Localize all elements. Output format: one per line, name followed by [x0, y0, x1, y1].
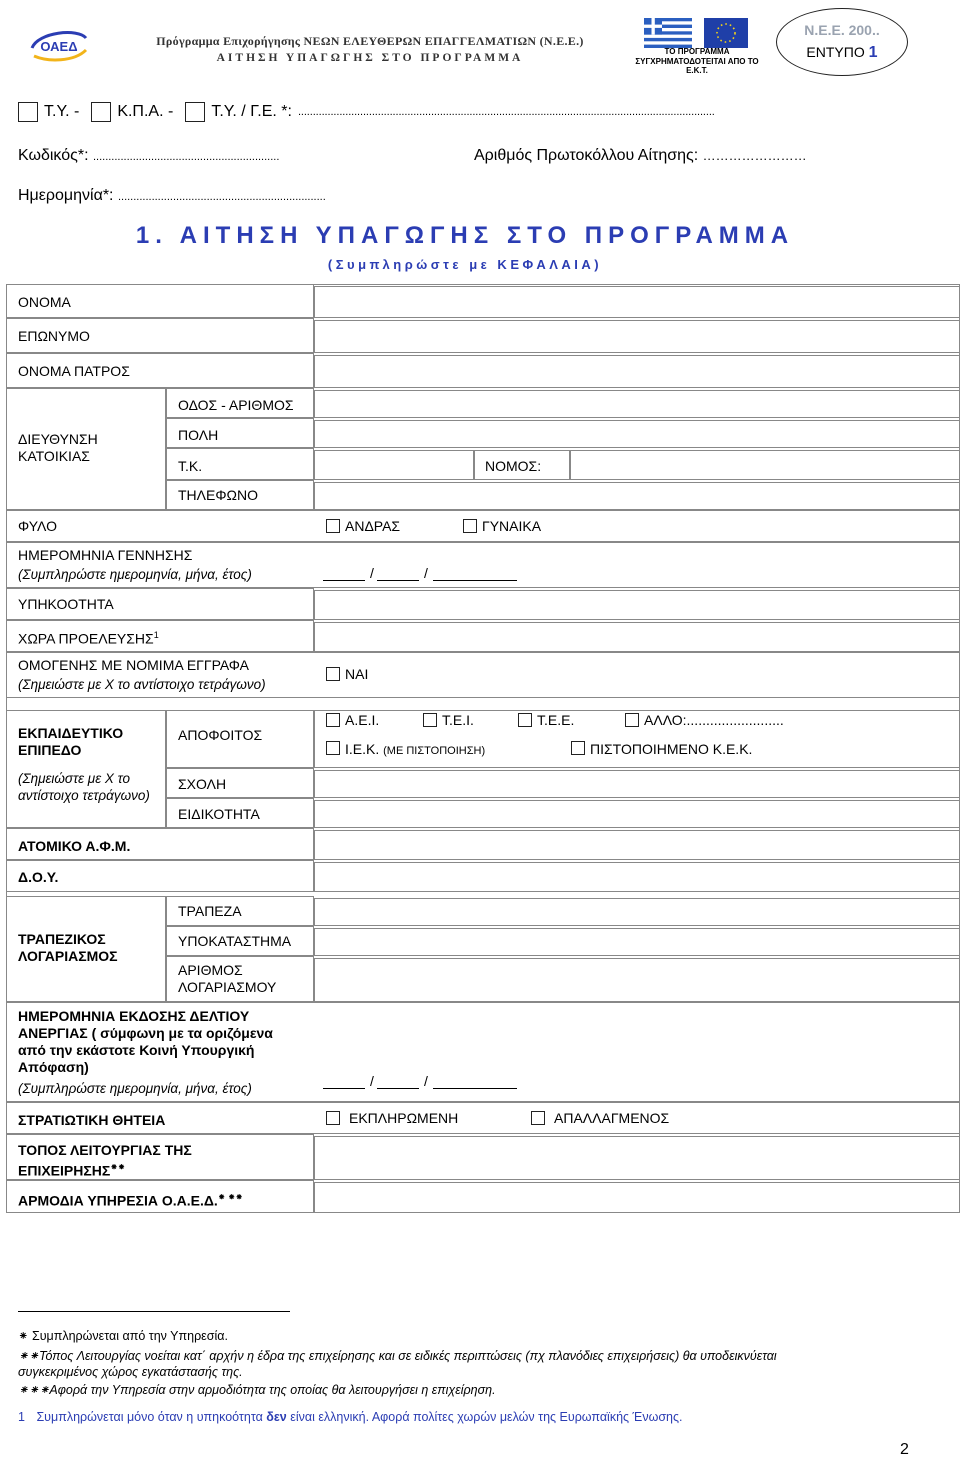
postcode-label: Τ.Κ.: [178, 458, 203, 474]
birth-hint: (Συμπληρώστε ημερομηνία, μήνα, έτος): [18, 567, 252, 582]
military-exempt-label: ΑΠΑΛΛΑΓΜΕΝΟΣ: [554, 1110, 670, 1126]
protocol-label: Αριθμός Πρωτοκόλλου Αίτησης:: [474, 147, 699, 164]
origin-input[interactable]: [314, 622, 960, 652]
footnote-3: [18, 1382, 496, 1398]
education-hint: [18, 770, 150, 804]
education-label-l1: ΕΚΠΑΙΔΕΥΤΙΚΟ: [18, 725, 124, 741]
funded-note: [632, 47, 762, 76]
form-code-ellipse: [776, 8, 908, 76]
program-subtitle: ΑΙΤΗΣΗ ΥΠΑΓΩΓΗΣ ΣΤΟ ΠΡΟΓΡΑΜΜΑ: [216, 52, 524, 64]
education-label-l2: ΕΠΙΠΕΔΟ: [18, 742, 82, 758]
form-label-text: ΕΝΤΥΠΟ: [806, 44, 865, 60]
postcode-input[interactable]: [314, 450, 474, 480]
unemployment-label-l3: από την εκάστοτε Κοινή Υπουργική: [18, 1042, 255, 1058]
checkbox-military-completed[interactable]: [326, 1111, 340, 1125]
form-number: 1: [868, 44, 878, 61]
funded-line3: Ε.Κ.Τ.: [686, 66, 708, 75]
female-label: ΓΥΝΑΙΚΑ: [482, 518, 542, 534]
checkbox-ty[interactable]: [18, 102, 38, 122]
footnote-1-text: Συμπληρώνεται από την Υπηρεσία.: [31, 1329, 228, 1343]
military-label: ΣΤΡΑΤΙΩΤΙΚΗ ΘΗΤΕΙΑ: [18, 1112, 166, 1128]
bank-name-label: ΤΡΑΠΕΖΑ: [178, 903, 242, 919]
phone-input[interactable]: [314, 482, 960, 510]
branch-label: ΥΠΟΚΑΤΑΣΤΗΜΑ: [178, 933, 292, 949]
expat-label: ΟΜΟΓΕΝΗΣ ΜΕ ΝΟΜΙΜΑ ΕΓΓΡΑΦΑ: [18, 657, 249, 673]
main-title: 1. ΑΙΤΗΣΗ ΥΠΑΓΩΓΗΣ ΣΤΟ ΠΡΟΓΡΑΜΜΑ: [135, 222, 795, 249]
iek-label-text: Ι.Ε.Κ.: [345, 741, 380, 757]
bank-account-label-l2: ΛΟΓΑΡΙΑΣΜΟΣ: [18, 948, 118, 964]
male-label: ΑΝΔΡΑΣ: [345, 518, 401, 534]
checkbox-kpa[interactable]: [91, 102, 111, 122]
unemp-slash-2: /: [424, 1073, 428, 1089]
birth-year-input[interactable]: [433, 580, 517, 581]
expat-yes-label: ΝΑΙ: [345, 666, 369, 682]
form-label: [776, 44, 908, 62]
prefecture-label: ΝΟΜΟΣ:: [485, 458, 542, 474]
footnote-1-mark: ⁕: [18, 1329, 29, 1343]
unemployment-label-l2: ΑΝΕΡΓΙΑΣ ( σύμφωνη με τα οριζόμενα: [18, 1025, 273, 1041]
account-label-l1: ΑΡΙΘΜΟΣ: [178, 962, 243, 978]
opt-dots: .............................................................................................................................................: [297, 106, 715, 118]
tei-label: Τ.Ε.Ι.: [442, 712, 474, 728]
aei-label: Α.Ε.Ι.: [345, 712, 380, 728]
logo-text: ΟΑΕΔ: [40, 39, 78, 54]
expat-hint: (Σημειώστε με Χ το αντίστοιχο τετράγωνο): [18, 677, 266, 692]
city-label: ΠΟΛΗ: [178, 427, 219, 443]
footnote-1: [18, 1328, 228, 1344]
unemp-day-input[interactable]: [323, 1088, 365, 1089]
checkbox-aei[interactable]: [326, 713, 340, 727]
protocol-field[interactable]: [474, 147, 807, 165]
protocol-dots: ……………………: [702, 148, 807, 163]
checkbox-certified-kek[interactable]: [571, 741, 585, 755]
footnote-4-text-c: είναι ελληνική. Αφορά πολίτες χωρών μελών της Ευρωπαϊκής Ένωσης.: [290, 1410, 683, 1424]
footnote-divider: [18, 1311, 290, 1312]
unemp-year-input[interactable]: [433, 1088, 517, 1089]
city-input[interactable]: [314, 420, 960, 448]
funded-line1: ΤΟ ΠΡΟΓΡΑΜΜΑ: [664, 47, 730, 56]
afm-input[interactable]: [314, 830, 960, 860]
father-input[interactable]: [314, 355, 960, 388]
greek-flag-icon: [644, 18, 692, 48]
birth-slash-2: /: [424, 565, 428, 581]
gender-label: ΦΥΛΟ: [18, 518, 57, 534]
other-label: ΑΛΛΟ:.........................: [644, 712, 784, 728]
birth-month-input[interactable]: [377, 580, 419, 581]
checkbox-expat-yes[interactable]: [326, 667, 340, 681]
opt-kpa-label: Κ.Π.Α. -: [117, 103, 174, 120]
street-label: ΟΔΟΣ - ΑΡΙΘΜΟΣ: [178, 397, 294, 413]
service-label-text: ΑΡΜΟΔΙΑ ΥΠΗΡΕΣΙΑ Ο.Α.Ε.Δ.: [18, 1192, 218, 1209]
main-subtitle: (Συμπληρώστε με ΚΕΦΑΛΑΙΑ): [327, 257, 603, 272]
origin-label: [18, 627, 159, 648]
footnote-4-text-b: δεν: [266, 1410, 287, 1424]
school-label: ΣΧΟΛΗ: [178, 776, 227, 792]
education-hint-l1: (Σημειώστε με Χ το: [18, 771, 131, 786]
origin-footnote-mark: 1: [153, 630, 159, 640]
graduate-label: ΑΠΟΦΟΙΤΟΣ: [178, 727, 263, 743]
unemployment-label-l1: ΗΜΕΡΟΜΗΝΙΑ ΕΚΔΟΣΗΣ ΔΕΛΤΙΟΥ: [18, 1008, 250, 1024]
service-input[interactable]: [314, 1182, 960, 1213]
service-footnote-mark: ⁕ ⁕⁕: [217, 1192, 243, 1202]
footnote-2-text: Τόπος Λειτουργίας νοείται κατ΄ αρχήν η έδρα της επιχείρησης και σε ειδικές περιπτώσεις (πχ πλανόδιες επιχειρήσεις) θα υποδεικνύεται: [38, 1349, 777, 1363]
unemp-month-input[interactable]: [377, 1088, 419, 1089]
account-label-l2: ΛΟΓΑΡΙΑΣΜΟΥ: [178, 979, 277, 995]
checkbox-female[interactable]: [463, 519, 477, 533]
footnote-2: [18, 1348, 918, 1380]
branch-input[interactable]: [314, 928, 960, 956]
eu-flag-icon: [704, 18, 748, 48]
specialty-label: ΕΙΔΙΚΟΤΗΤΑ: [178, 806, 260, 822]
place-footnote-mark: ⁕⁕: [110, 1162, 126, 1172]
birth-slash-1: /: [370, 565, 374, 581]
bank-account-label: [18, 931, 118, 965]
citizenship-label: ΥΠΗΚΟΟΤΗΤΑ: [18, 596, 114, 612]
citizenship-input[interactable]: [314, 590, 960, 620]
form-code: Ν.Ε.Ε. 200..: [804, 22, 880, 38]
funded-line2: ΣΥΓΧΡΗΜΑΤΟΔΟΤΕΙΤΑΙ ΑΠΟ ΤΟ: [635, 56, 759, 66]
unemployment-hint: (Συμπληρώστε ημερομηνία, μήνα, έτος): [18, 1081, 252, 1096]
checkbox-military-exempt[interactable]: [531, 1111, 545, 1125]
footnote-3-text: Αφορά την Υπηρεσία στην αρμοδιότητα της οποίας θα λειτουργήσει η επιχείρηση.: [49, 1383, 496, 1397]
address-label-l1: ΔΙΕΥΘΥΝΣΗ: [18, 431, 98, 447]
iek-label: [345, 741, 485, 760]
address-label-l2: ΚΑΤΟΙΚΙΑΣ: [18, 448, 90, 464]
account-label: [178, 962, 276, 996]
doy-label: Δ.Ο.Υ.: [18, 869, 59, 885]
footnote-4-text-a: Συμπληρώνεται μόνο όταν η υπηκοότητα: [36, 1410, 263, 1424]
date-dots: ....................................................................: [117, 191, 326, 203]
afm-label: ΑΤΟΜΙΚΟ Α.Φ.Μ.: [18, 838, 131, 854]
opt-ty-ge-label: Τ.Υ. / Γ.Ε. *:: [211, 103, 292, 120]
unemp-slash-1: /: [370, 1073, 374, 1089]
program-title: Πρόγραμμα Επιχορήγησης ΝΕΩΝ ΕΛΕΥΘΕΡΩΝ ΕΠΑΓΓΕΛΜΑΤΙΩΝ (Ν.Ε.Ε.): [156, 34, 584, 48]
checkbox-iek[interactable]: [326, 741, 340, 755]
page-number: 2: [900, 1441, 909, 1458]
military-completed-label: ΕΚΠΛΗΡΩΜΕΝΗ: [349, 1110, 459, 1126]
account-input[interactable]: [314, 958, 960, 1002]
checkbox-tei[interactable]: [423, 713, 437, 727]
bank-name-input[interactable]: [314, 898, 960, 926]
footnote-4: [18, 1409, 683, 1425]
iek-note: (ΜΕ ΠΙΣΤΟΠΟΙΗΣΗ): [383, 745, 486, 757]
surname-input[interactable]: [314, 320, 960, 353]
service-type-row: [18, 102, 715, 122]
tee-label: Τ.Ε.Ε.: [537, 712, 575, 728]
footnote-4-num: 1: [18, 1410, 25, 1424]
checkbox-other[interactable]: [625, 713, 639, 727]
address-label: [18, 431, 98, 465]
bank-account-label-l1: ΤΡΑΠΕΖΙΚΟΣ: [18, 931, 106, 947]
certified-kek-label: ΠΙΣΤΟΠΟΙΗΜΕΝΟ Κ.Ε.Κ.: [590, 741, 753, 757]
date-field[interactable]: [18, 187, 326, 205]
code-field[interactable]: [18, 147, 279, 165]
place-label: [18, 1142, 192, 1180]
prefecture-input[interactable]: [570, 450, 960, 480]
date-label: Ημερομηνία*:: [18, 187, 114, 204]
place-input[interactable]: [314, 1136, 960, 1180]
name-input[interactable]: [314, 286, 960, 318]
father-label: ΟΝΟΜΑ ΠΑΤΡΟΣ: [18, 363, 130, 379]
surname-label: ΕΠΩΝΥΜΟ: [18, 328, 90, 344]
place-label-l1: ΤΟΠΟΣ ΛΕΙΤΟΥΡΓΙΑΣ ΤΗΣ: [18, 1142, 192, 1158]
birth-label: ΗΜΕΡΟΜΗΝΙΑ ΓΕΝΝΗΣΗΣ: [18, 547, 193, 563]
checkbox-male[interactable]: [326, 519, 340, 533]
flags-icon: [644, 18, 750, 50]
footnote-3-mark: ⁕⁕⁕: [18, 1383, 50, 1397]
phone-label: ΤΗΛΕΦΩΝΟ: [178, 487, 258, 503]
code-label: Κωδικός*:: [18, 147, 89, 164]
specialty-input[interactable]: [314, 800, 960, 828]
name-label: ΟΝΟΜΑ: [18, 294, 71, 310]
street-input[interactable]: [314, 390, 960, 418]
place-label-l2: ΕΠΙΧΕΙΡΗΣΗΣ: [18, 1162, 111, 1179]
school-input[interactable]: [314, 770, 960, 798]
education-label: [18, 725, 123, 759]
education-hint-l2: αντίστοιχο τετράγωνο): [18, 788, 150, 803]
checkbox-tee[interactable]: [518, 713, 532, 727]
footnote-2-line1: [18, 1348, 918, 1364]
place-label-l2-wrap: [18, 1159, 192, 1180]
checkbox-ty-ge[interactable]: [185, 102, 205, 122]
service-label: [18, 1189, 243, 1210]
code-dots: .............................................................: [92, 151, 280, 163]
footnote-2-mark: ⁕⁕: [18, 1349, 39, 1363]
birth-day-input[interactable]: [323, 580, 365, 581]
footnote-2-line2: συγκεκριμένος χώρος εγκατάστασής της.: [18, 1365, 243, 1379]
doy-input[interactable]: [314, 862, 960, 892]
origin-label-text: ΧΩΡΑ ΠΡΟΕΛΕΥΣΗΣ: [18, 630, 154, 647]
opt-ty-label: Τ.Υ. -: [44, 103, 80, 120]
unemployment-label-l4: Απόφαση): [18, 1059, 89, 1075]
unemployment-label: [18, 1008, 273, 1076]
